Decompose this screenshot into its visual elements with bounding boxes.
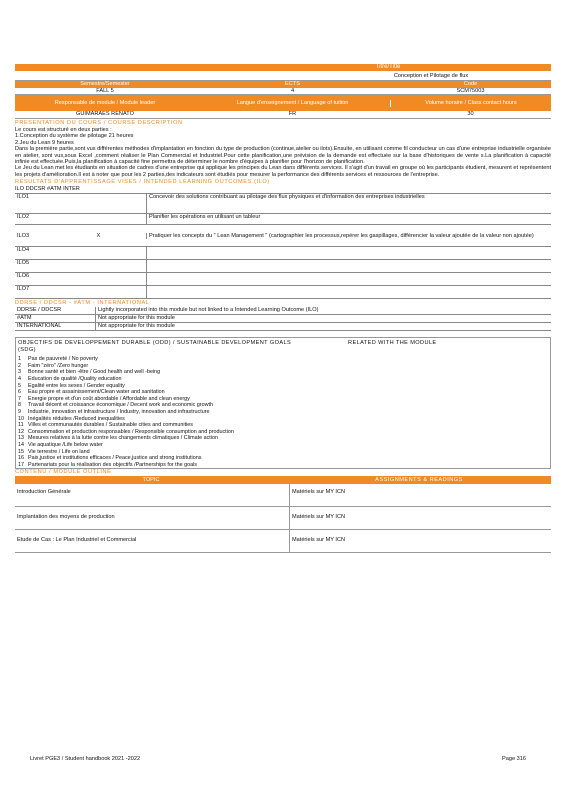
assignment-cell: Matériels sur MY ICN: [292, 537, 346, 544]
sdg-item: [18, 429, 548, 436]
volume-value: 30: [467, 111, 474, 117]
sdg-item: [18, 363, 548, 370]
ddrse-table: [15, 307, 551, 331]
sdg-item: [18, 369, 548, 376]
ddrse-value: Lightly incorporated into this module but not linked to a Intended Learning Outcome (ILO): [98, 307, 319, 314]
ddrse-key: #ATM: [15, 315, 96, 322]
title-row: [15, 72, 551, 81]
page-number: Page 316: [502, 756, 526, 762]
ilo-row: [15, 224, 551, 246]
responsible-value: GUIMARAES RENATO: [76, 111, 134, 117]
ilo-label: ILO4: [17, 247, 30, 254]
ilo-label: ILO1: [17, 194, 30, 201]
sdg-number: 14: [18, 441, 24, 448]
sdg-number: 7: [18, 395, 21, 402]
ilo-row: [15, 246, 551, 259]
ddrse-value: Not appropriate for this module: [98, 315, 175, 322]
semester-value-row: [15, 88, 551, 95]
sdg-number: 12: [18, 428, 24, 435]
ilo-text: [146, 247, 551, 259]
sdg-number: 11: [18, 422, 24, 429]
ddrse-row: [15, 307, 551, 315]
sdg-text: Vie aquatique /Life below water: [28, 441, 103, 448]
outcomes-subheading: ILO DDCSR #ATM INTER: [15, 186, 80, 193]
sdg-number: 15: [18, 448, 24, 455]
ilo-mark: [51, 260, 146, 272]
sdg-text: Paix,justice et institutions efficaces / Peace,justice and strong institutions: [28, 455, 202, 462]
content-table: [15, 484, 551, 553]
ilo-row: [15, 272, 551, 285]
sdg-text: Eau propre et assainissement/Clean water and sanitation: [28, 389, 165, 396]
sdg-number: 5: [18, 382, 21, 389]
ddrse-value: Not appropriate for this module: [98, 323, 175, 330]
language-value: FR: [288, 111, 297, 117]
ilo-mark: [51, 247, 146, 259]
sdg-item: [18, 402, 548, 409]
ilo-text: Pratiquer les concepts du " Lean Management " (cartographier les processus,repérer les gaspillages, différencier la valeur ajoutée de la valeur non ajoutée): [146, 233, 551, 239]
ilo-text: Planifier les opérations en utilisant un tableur: [146, 214, 551, 224]
semester-header-row: [15, 81, 551, 88]
presentation-heading: PRESENTATION DU COURS / COURSE DESCRIPTION: [15, 120, 183, 126]
code-label: Code: [463, 81, 478, 87]
page-footer: [30, 756, 526, 762]
footer-left: Livret PGE3 / Student handbook 2021 -2022: [30, 756, 141, 762]
presentation-body: [15, 127, 551, 178]
responsible-label: Responsable de module / Module leader: [54, 99, 156, 106]
sdg-number: 17: [18, 461, 24, 468]
ilo-mark: [51, 214, 146, 224]
sdg-item: [18, 449, 548, 456]
sdg-text: Travail décent et croissance économique / Decent work and economic growth: [28, 402, 213, 409]
content-header-row: [15, 476, 551, 484]
presentation-paragraph: Dans la première partie,sont vus différentes méthodes d'implantation en fonction du type de production (continue,atelier ou ilots).Ensuite, en utilisant comme fil conducteur un cas d'une entreprise industrielle organisée en atelier, sont vus,sous Excel ,comment réaliser le Plan Commercial et Industriel.Pour cette planification,une prévision de la demande est effectuée sur la base d'historiques de vente s.La planification à capacité infinie est effectuée.Puis,la planification à capacité fine permettra de déterminer le nombre d'équipes à planifier pour l'horizon de planification.: [15, 146, 551, 166]
outcomes-table: [15, 193, 551, 299]
ilo-label: ILO5: [17, 260, 30, 267]
content-row: [15, 484, 551, 507]
sdg-item: [18, 396, 548, 403]
ddrse-key: INTERNATIONAL: [15, 323, 96, 330]
ects-label: ECTS: [285, 81, 300, 87]
ilo-text: Concevoir des solutions contribuant au pilotage des flux physiques et d'information des entreprises industrielles: [146, 194, 551, 213]
sdg-header: [18, 340, 548, 354]
sdg-text: Consommation et production responsables / Responsible consumption and production: [28, 428, 234, 435]
ects-value: 4: [290, 88, 295, 94]
ilo-row: [15, 193, 551, 213]
ddrse-heading: DDRSE / DDCSR - #ATM - INTERNATIONAL: [15, 300, 150, 307]
ddrse-row: [15, 315, 551, 323]
sdg-item: [18, 422, 548, 429]
ilo-label: ILO6: [17, 273, 30, 280]
sdg-item: [18, 442, 548, 449]
presentation-paragraph: 2.Jeu du Lean 9 heures: [15, 139, 74, 146]
sdg-box: [15, 337, 551, 469]
presentation-paragraph: Le Jeu du Lean met les étudiants en situation de cadres d'une entreprise qui applique les principes du Lean dans différents services. Il s'agit d'un travail en groupe où les participants étudient, mesurent et représentent les projets d'amélioration.Il est à noter que pour les 2 parties,des indicateurs sont étudiés pour mesurer la performance des différents services et ressources de l'entreprise.: [15, 165, 551, 178]
title-label: Titre/Title: [375, 64, 401, 70]
presentation-paragraph: 1.Conception du système de pilotage 21 heures: [15, 133, 134, 140]
responsible-header-row: [15, 95, 551, 111]
sdg-number: 9: [18, 409, 21, 415]
sdg-item: [18, 383, 548, 390]
sdg-related-heading: RELATED WITH THE MODULE: [348, 340, 437, 347]
sdg-text: Villes et communautés durables / Sustainable cities and communities: [28, 422, 193, 429]
sdg-number: 10: [18, 415, 24, 422]
code-value: SCM75003: [456, 88, 485, 94]
sdg-number: 13: [18, 435, 24, 442]
topic-cell: Introduction Générale: [15, 484, 290, 506]
sdg-text: Partenariats pour la réalisation des objectifs /Partnerships for the goals: [28, 461, 197, 468]
sdg-number: 8: [18, 402, 21, 409]
ddrse-key: DDRSE / DDCSR: [15, 307, 96, 314]
ilo-mark: X: [96, 232, 101, 239]
sdg-item: [18, 455, 548, 462]
sdg-text: Inégalités réduites /Reduced inequalities: [28, 415, 125, 422]
assignment-cell: Matériels sur MY ICN: [292, 489, 346, 496]
assignments-label: ASSIGNMENTS & READINGS: [375, 477, 463, 484]
sdg-item: [18, 435, 548, 442]
course-sheet: [15, 64, 551, 553]
presentation-paragraph: Le cours est structuré en deux parties :: [15, 127, 112, 133]
content-heading: CONTENU / MODULE OUTLINE: [15, 469, 112, 476]
topic-cell: Implantation des moyens de production: [15, 507, 290, 529]
sdg-text: Education de qualité /Quality education: [28, 376, 122, 383]
sdg-text: Mesures relatives à la lutte contre les changements climatiques / Climate action: [28, 435, 218, 442]
ilo-text: [146, 286, 551, 298]
sdg-number: 2: [18, 362, 21, 369]
content-row: [15, 507, 551, 530]
ilo-row: [15, 213, 551, 224]
ilo-label: ILO7: [17, 286, 30, 293]
topic-cell: Etude de Cas : Le Plan Industriel et Commercial: [15, 530, 290, 552]
sdg-number: 16: [18, 455, 24, 462]
sdg-text: Egalité entre les sexes / Gender equality: [28, 382, 125, 389]
semester-label: Semestre/Semester: [80, 81, 130, 87]
sdg-list: [18, 356, 548, 468]
sdg-text: Energie propre et d'un coût abordable / Affordable and clean energy: [28, 395, 190, 402]
sdg-text: Vie terrestre / Life on land: [28, 448, 90, 455]
sdg-number: 4: [18, 376, 21, 383]
outcomes-heading: RESULTATS D'APPRENTISSAGE VISES / INTENDED LEARNING OUTCOMES (ILO): [15, 179, 270, 186]
responsible-value-row: [15, 111, 551, 119]
sdg-item: [18, 376, 548, 383]
sdg-item: [18, 462, 548, 469]
title-value: Conception et Pilotage de flux: [393, 73, 469, 79]
ddrse-row: [15, 323, 551, 331]
title-label-bar: [15, 64, 551, 71]
language-label: Langue d'enseignement / Language of tuition: [236, 100, 349, 106]
sdg-text: Faim "zéro" /Zero hunger: [28, 362, 89, 369]
ilo-label: ILO2: [17, 214, 30, 221]
sdg-number: 3: [18, 369, 21, 376]
content-row: [15, 530, 551, 553]
sdg-item: [18, 416, 548, 423]
volume-label: Volume horaire / Class contact hours: [390, 100, 551, 107]
ilo-mark: [51, 194, 146, 213]
sdg-number: 1: [18, 356, 21, 363]
ilo-label: ILO3: [17, 232, 30, 239]
sdg-heading: OBJECTIFS DE DEVELOPPEMENT DURABLE (ODD) / SUSTAINABLE DEVELOPMENT GOALS (SDG): [18, 340, 292, 354]
sdg-text: Pas de pauvreté / No poverty: [28, 356, 98, 363]
ilo-row: [15, 259, 551, 272]
sdg-text: Industrie, innovation et infrastructure / Industry, innovation and infrastructure: [28, 409, 210, 415]
ilo-text: [146, 273, 551, 285]
sdg-number: 6: [18, 389, 21, 396]
sdg-item: [18, 389, 548, 396]
topic-label: TOPIC: [142, 477, 160, 484]
sdg-text: Bonne santé et bien -être / Good health and well -being: [28, 369, 161, 376]
ilo-mark: [51, 286, 146, 298]
ilo-text: [146, 260, 551, 272]
assignment-cell: Matériels sur MY ICN: [292, 514, 346, 521]
sdg-item: [18, 356, 548, 363]
ilo-mark: [51, 273, 146, 285]
ilo-row: [15, 285, 551, 298]
sdg-item: [18, 409, 548, 416]
semester-value: FALL 5: [96, 88, 114, 94]
